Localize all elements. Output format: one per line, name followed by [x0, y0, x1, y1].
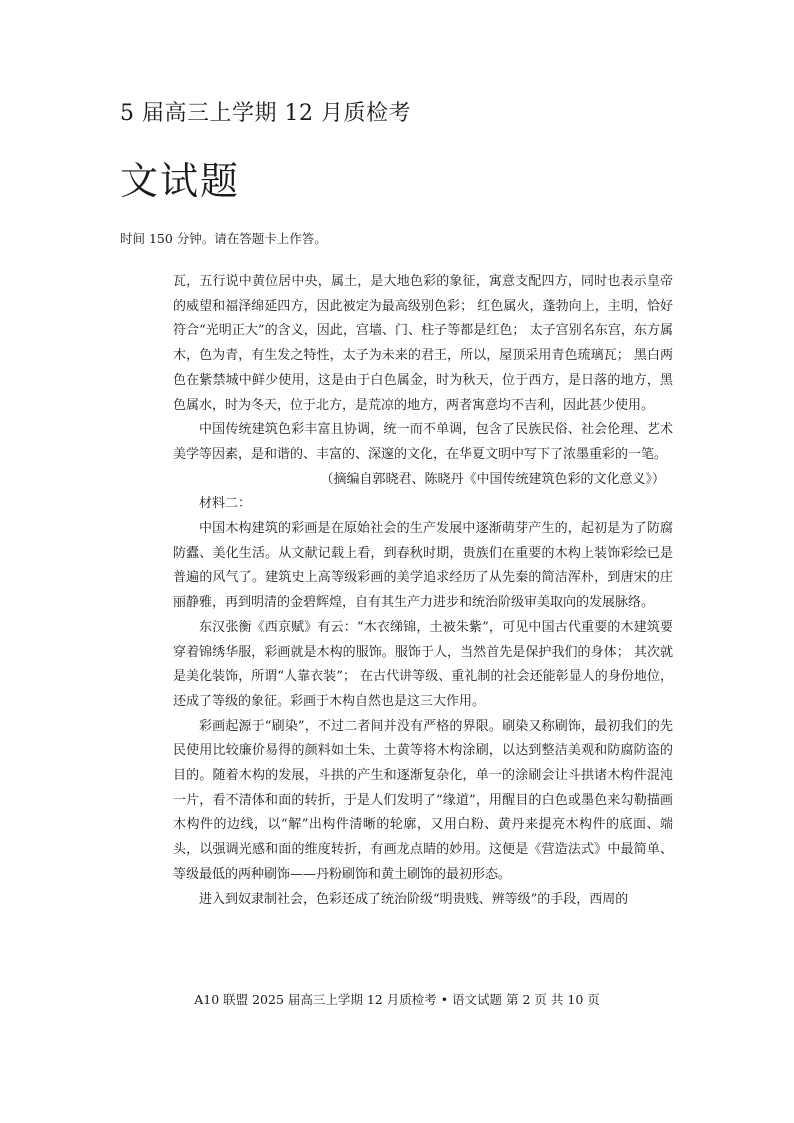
- paragraph-1: 瓦，五行说中黄位居中央，属土，是大地色彩的象征，寓意支配四方，同时也表示皇帝的威望和福泽绵延四方，因此被定为最高级别色彩； 红色属火，蓬勃向上，主明，恰好符合“光明正大”的含义，因此，宫墙、门、柱子等都是红色； 太子宫别名东宫，东方属木，色为青，有生发之特性，太子为未来的君王，所以，屋顶采用青色琉璃瓦； 黑白两色在紫禁城中鲜少使用，这是由于白色属金，时为秋天，位于西方，是日落的地方，黑色属水，时为冬天，位于北方，是荒凉的地方，两者寓意均不吉利，因此甚少使用。: [173, 274, 673, 413]
- paragraph-2: 中国传统建筑色彩丰富且协调，统一而不单调，包含了民族民俗、社会伦理、艺术美学等因素，是和谐的、丰富的、深邃的文化，在华夏文明中写下了浓墨重彩的一笔。: [173, 422, 673, 462]
- paragraph-4: 东汉张衡《西京赋》有云：“木衣绨锦，土被朱紫”，可见中国古代重要的木建筑要穿着锦绣华服，彩画就是木构的服饰。服饰于人，当然首先是保护我们的身体； 其次就是美化装饰，所谓“人靠衣装”； 在古代讲等级、重礼制的社会还能彰显人的身份地位，还成了等级的象征。彩画于木构自然也是这三大作用。: [173, 619, 673, 709]
- material-label: 材料二：: [199, 496, 252, 512]
- paragraph-5: 彩画起源于“刷染”，不过二者间并没有严格的界限。刷染又称刷饰，最初我们的先民使用比较廉价易得的颜料如土朱、土黄等将木构涂刷，以达到整洁美观和防腐防盗的目的。随着木构的发展，斗拱的产生和逐渐复杂化，单一的涂刷会让斗拱诸木构件混沌一片，看不清体和面的转折，于是人们发明了“缘道”，用醒目的白色或墨色来勾勒描画木构件的边线，以“解”出构件清晰的轮廓，又用白粉、黄丹来提亮木构件的底面、端头，以强调光感和面的维度转折，有画龙点睛的妙用。这便是《营造法式》中最简单、等级最低的两种刷饰——丹粉刷饰和黄土刷饰的最初形态。: [173, 718, 673, 882]
- exam-header: 5 届高三上学期 12 月质检考: [120, 101, 411, 126]
- time-note: 时间 150 分钟。请在答题卡上作答。: [120, 231, 327, 246]
- exam-title: 文试题: [120, 159, 241, 203]
- paragraph-6: 进入到奴隶制社会，色彩还成了统治阶级“明贵贱、辨等级”的手段，西周的: [199, 891, 629, 907]
- source-citation: （摘编自郭晓君、陈晓丹《中国传统建筑色彩的文化意义》）: [320, 471, 665, 487]
- reading-passage: [173, 270, 673, 912]
- page-footer: A10 联盟 2025 届高三上学期 12 月质检考 • 语文试题 第 2 页 共 10 页: [194, 992, 600, 1007]
- paragraph-3: 中国木构建筑的彩画是在原始社会的生产发展中逐渐萌芽产生的，起初是为了防腐防蠹、美化生活。从文献记载上看，到春秋时期，贵族们在重要的木构上装饰彩绘已是普遍的风气了。建筑史上高等级彩画的美学追求经历了从先秦的简洁浑朴，到唐宋的庄丽静雅，再到明清的金碧辉煌，自有其生产力进步和统治阶级审美取向的发展脉络。: [173, 521, 673, 611]
